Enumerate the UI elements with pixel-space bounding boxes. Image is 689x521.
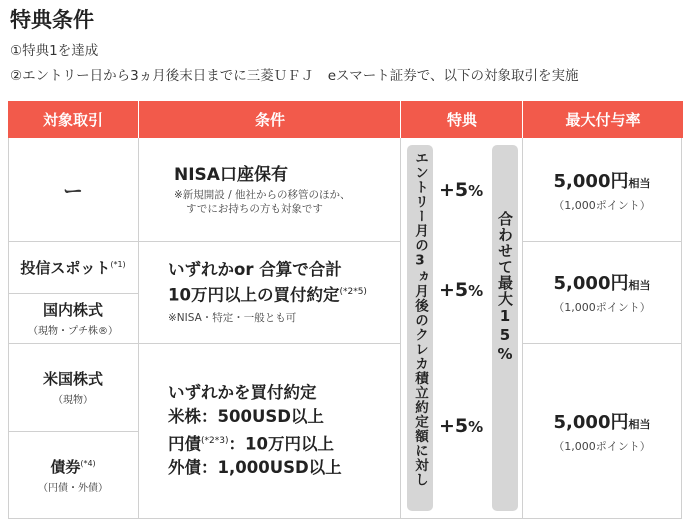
- row2-target-b-sub: （現物・プチ株®）: [28, 326, 118, 337]
- row2-bonus-unit: %: [468, 282, 484, 300]
- row1-condition-main: NISA口座保有: [174, 164, 288, 185]
- row3-target-b: [8, 431, 138, 518]
- row3-rate-suffix: 相当: [628, 417, 651, 431]
- row2-target-b-label: 国内株式: [42, 301, 103, 319]
- row1-note-line1: ※新規開設 / 他社からの移管のほか、: [174, 188, 351, 201]
- row3-rate: [522, 343, 682, 518]
- vertical-total-text: 合わせて最大15%: [496, 211, 514, 364]
- vertical-note-text: エントリー月の3ヵ月後のクレカ積立約定額に対し: [412, 151, 428, 487]
- condition-2: ②エントリー日から3ヵ月後末日までに三菱ＵＦＪ eスマート証券で、以下の対象取引を実施: [10, 68, 579, 84]
- header-condition: 条件: [138, 101, 401, 138]
- header-max-rate: 最大付与率: [522, 101, 683, 138]
- row3-bonus-value: +5: [439, 415, 469, 437]
- row3-target-b-label: 債券: [50, 457, 81, 476]
- row2-rate-suffix: 相当: [628, 279, 651, 292]
- benefit-table: [8, 101, 682, 519]
- row1-target: [8, 138, 138, 241]
- row3-condition-line1: いずれかを買付約定: [168, 382, 317, 402]
- row2-rate-points: （1,000ポイント）: [553, 301, 651, 314]
- row3-condition-line3-b: ：10万円以上: [228, 434, 334, 454]
- row2-target-a: [8, 241, 138, 293]
- row2-target-b: [8, 293, 138, 343]
- header-target: 対象取引: [8, 101, 138, 138]
- row3-target-a-sub: （現物）: [53, 395, 93, 406]
- header-bonus: 特典: [400, 101, 523, 138]
- grid-line: [8, 518, 682, 519]
- row2-bonus: [439, 279, 483, 301]
- row3-target-a-label: 米国株式: [42, 370, 103, 388]
- row2-condition-sup: (*2*5): [339, 287, 367, 298]
- row2-target-a-sup: (*1): [110, 259, 126, 269]
- condition-1: ①特典1を達成: [10, 43, 99, 59]
- page-title: 特典条件: [10, 8, 94, 32]
- row1-rate-value: 5,000円: [553, 170, 629, 192]
- row3-target-b-sub: （円債・外債）: [38, 482, 108, 494]
- row3-target-a: [8, 343, 138, 431]
- row3-condition-line4: 外債：1,000USD以上: [168, 458, 342, 478]
- row3-bonus-unit: %: [468, 418, 484, 436]
- row1-bonus-unit: %: [468, 182, 484, 200]
- row2-condition-line1: いずれかor 合算で合計: [168, 260, 342, 280]
- row2-note: ※NISA・特定・一般とも可: [168, 311, 297, 324]
- row1-bonus: [439, 179, 483, 201]
- row2-target-a-label: 投信スポット: [20, 258, 111, 277]
- row3-rate-value: 5,000円: [553, 411, 629, 433]
- row2-condition: [138, 241, 400, 343]
- row3-target-b-sup: (*4): [80, 458, 96, 468]
- row3-rate-points: （1,000ポイント）: [553, 439, 651, 453]
- row2-condition-line2: 10万円以上の買付約定: [168, 285, 340, 305]
- row1-rate-points: （1,000ポイント）: [553, 198, 651, 212]
- row1-rate: [522, 138, 682, 241]
- row3-condition-line2: 米株：500USD以上: [168, 406, 324, 426]
- row2-rate-value: 5,000円: [553, 273, 629, 294]
- row1-target-dash: ー: [63, 179, 83, 203]
- row3-condition-line3-a: 円債: [168, 434, 201, 454]
- row3-condition-line3-sup: (*2*3): [201, 435, 229, 446]
- row1-bonus-value: +5: [439, 179, 469, 201]
- grid-line: [400, 138, 401, 519]
- row3-bonus: [439, 415, 483, 437]
- row3-condition: [138, 343, 400, 518]
- row1-condition: [138, 138, 400, 241]
- row2-rate: [522, 241, 682, 343]
- row2-bonus-value: +5: [439, 279, 469, 301]
- row1-note-line2: すでにお持ちの方も対象です: [186, 202, 323, 215]
- row1-rate-suffix: 相当: [628, 176, 651, 190]
